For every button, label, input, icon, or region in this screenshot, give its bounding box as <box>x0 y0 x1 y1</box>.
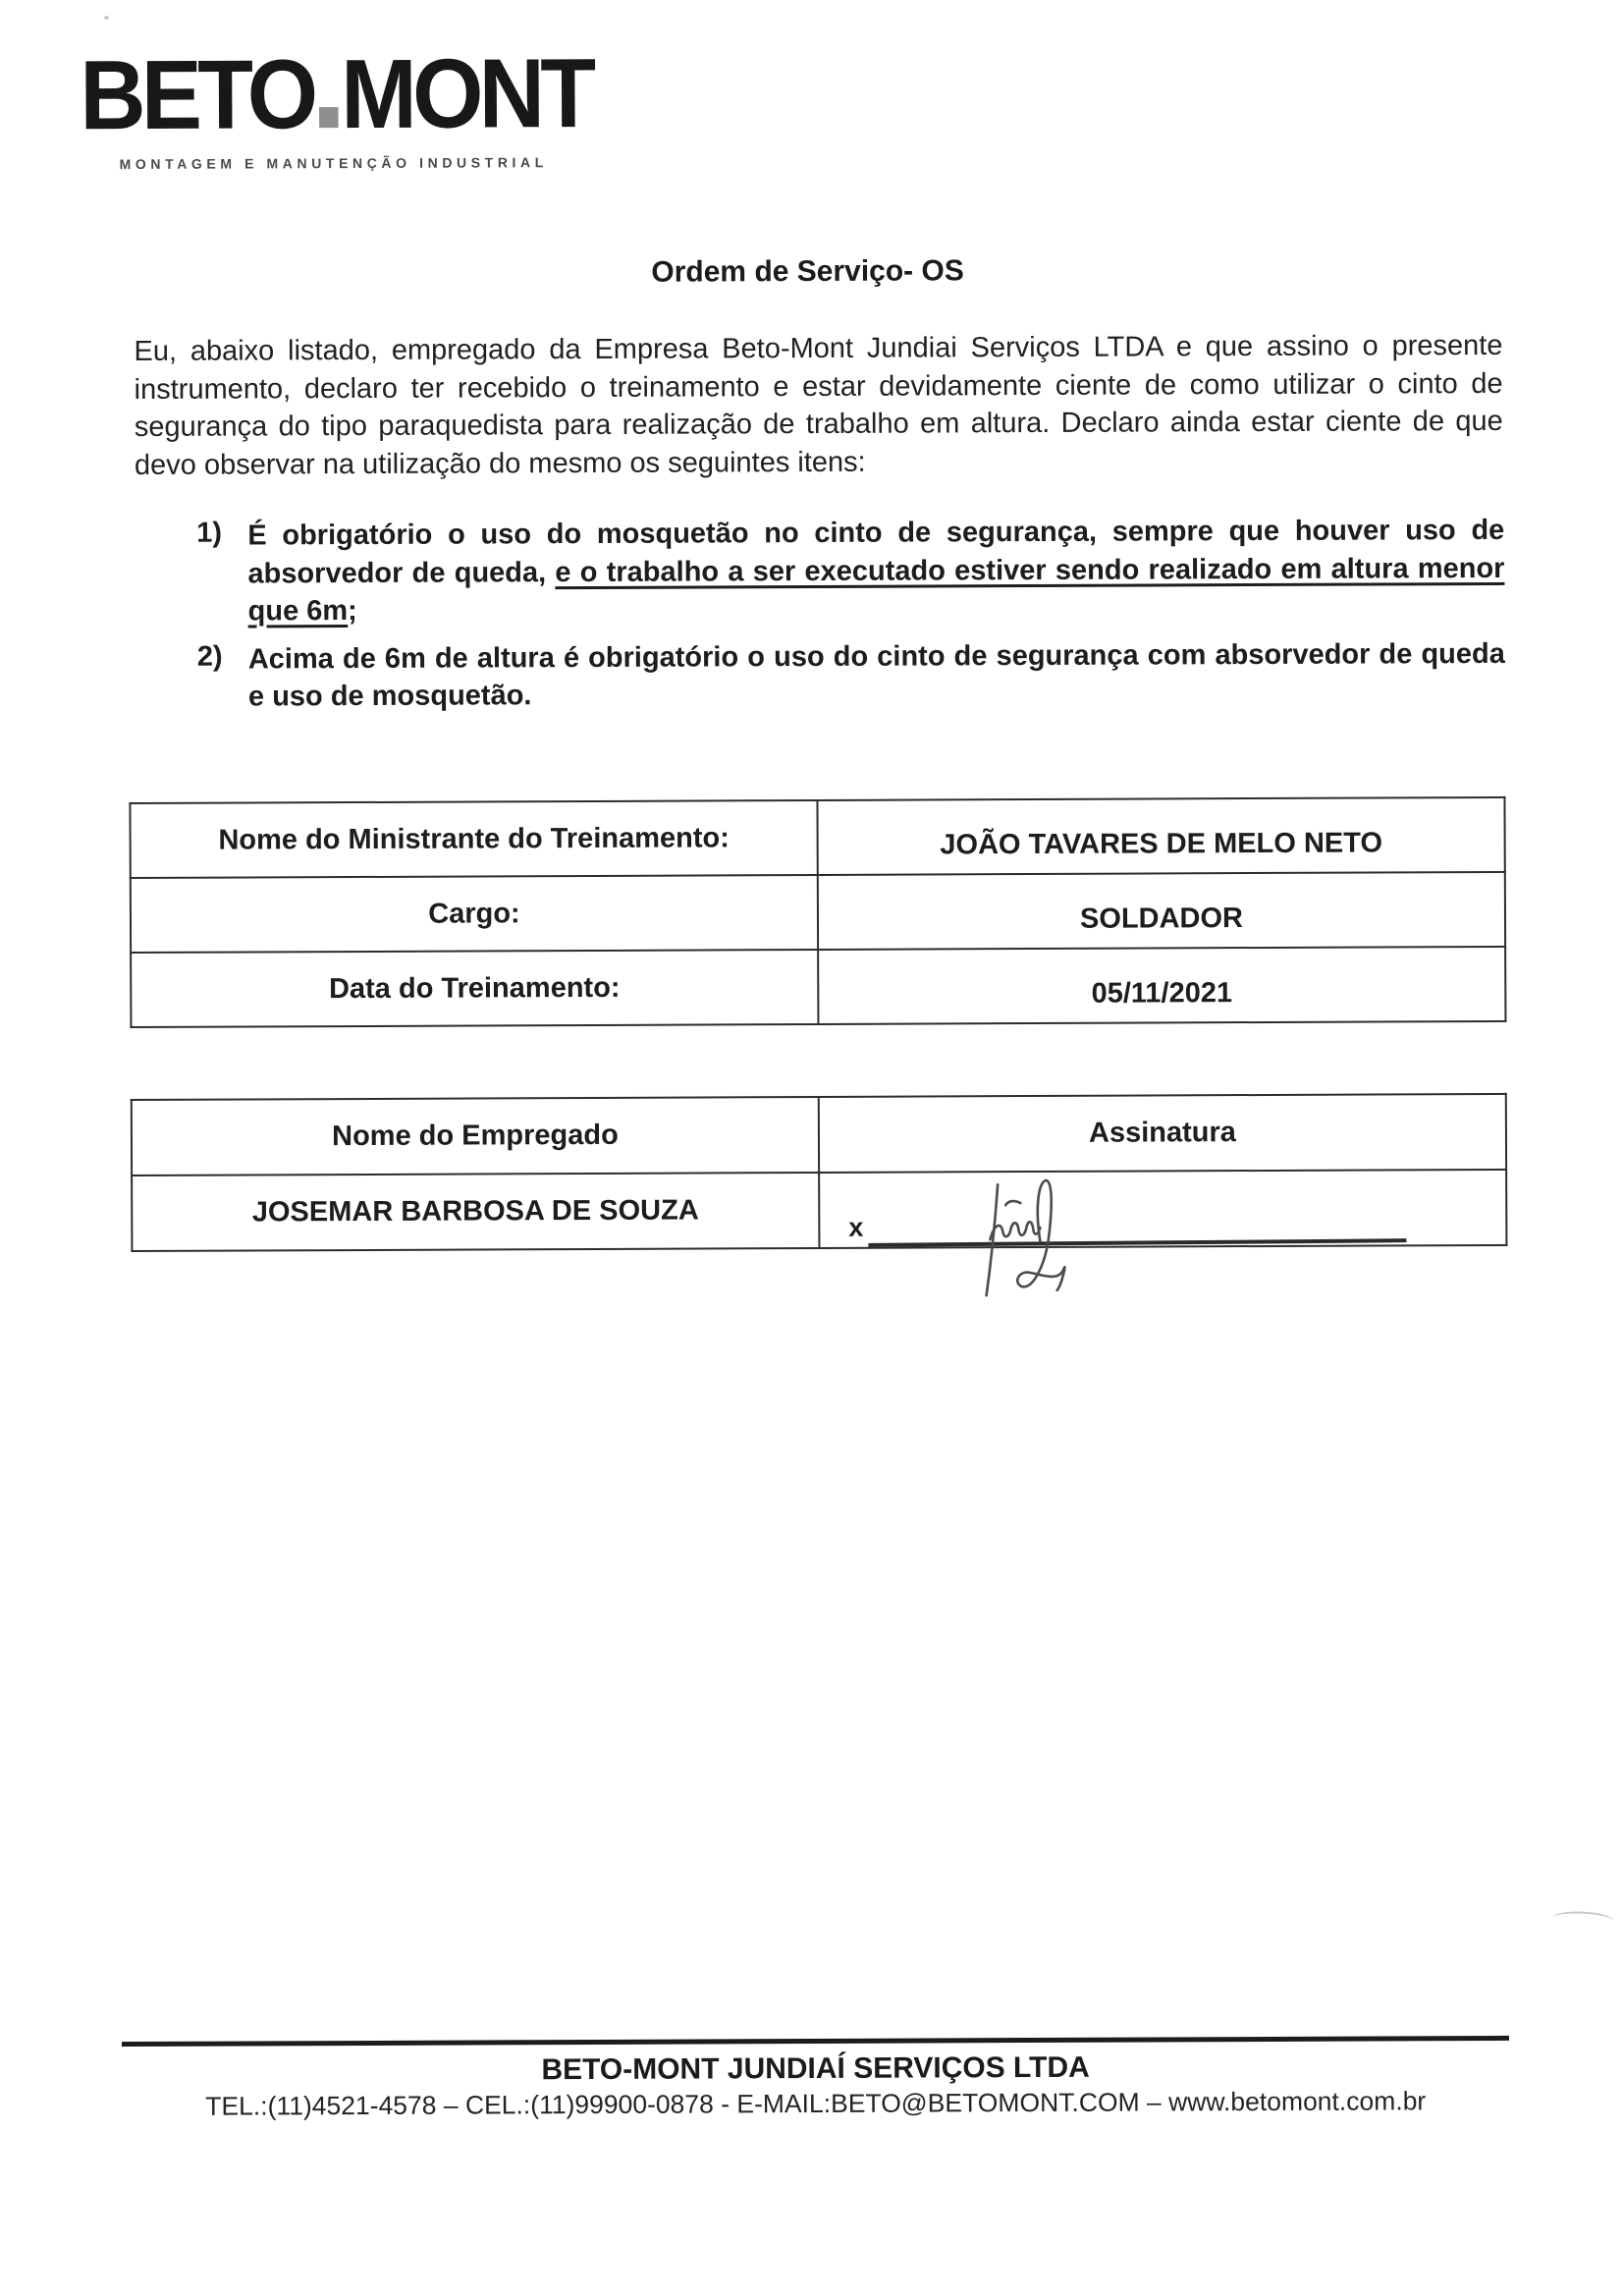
list-item-1-normal: É obrigatório o uso do mosquetão no cinto de segurança, sempre que houver uso de absorvedor de queda, <box>247 514 1505 589</box>
training-date-label: Data do Treinamento: <box>131 950 818 1027</box>
trainer-name-value: JOÃO TAVARES DE MELO NETO <box>817 797 1504 875</box>
list-item-2 <box>197 634 1505 716</box>
employee-name-value: JOSEMAR BARBOSA DE SOUZA <box>132 1173 819 1251</box>
logo-dot-square <box>319 107 339 128</box>
list-item-2-normal: Acima de 6m de altura é obrigatório o uso do cinto de segurança com absorvedor de queda e uso de mosquetão. <box>247 637 1505 713</box>
table-row <box>130 797 1504 878</box>
trainer-name-label: Nome do Ministrante do Treinamento: <box>130 800 817 878</box>
table-row <box>131 947 1505 1027</box>
trainer-table <box>129 796 1506 1028</box>
handwritten-signature <box>962 1171 1091 1314</box>
declaration-paragraph: Eu, abaixo listado, empregado da Empresa Beto-Mont Jundiai Serviços LTDA e que assino o presente instrumento, declaro ter recebido o treinamento e estar devidamente ciente de como utilizar o cinto de segurança do tipo paraquedista para realização de trabalho em altura. Declaro ainda estar ciente de que devo observar na utilização do mesmo os seguintes itens: <box>134 329 1503 481</box>
page-title: Ordem de Serviço- OS <box>651 254 964 289</box>
footer-divider <box>122 2036 1509 2047</box>
table-row <box>132 1094 1506 1175</box>
training-date-value: 05/11/2021 <box>818 947 1505 1024</box>
logo-text-beto: BETO <box>80 39 314 151</box>
trainer-role-value: SOLDADOR <box>818 872 1505 950</box>
table-row <box>131 872 1505 953</box>
footer-company-name: BETO-MONT JUNDIAÍ SERVIÇOS LTDA <box>541 2050 1090 2087</box>
footer-contact-info: TEL.:(11)4521-4578 – CEL.:(11)99900-0878 - E-MAIL:BETO@BETOMONT.COM – www.betomont.com.br <box>205 2086 1427 2121</box>
list-item-1-suffix: ; <box>348 595 357 628</box>
company-logo <box>80 37 630 173</box>
logo-text-mont: MONT <box>341 37 592 150</box>
signature-cell <box>819 1170 1506 1248</box>
list-item-1 <box>196 512 1504 630</box>
employee-table <box>131 1093 1508 1252</box>
list-item-1-number: 1) <box>196 517 223 549</box>
list-item-1-underlined: e o trabalho a ser executado estiver sendo realizado em altura menor que 6m <box>247 552 1505 628</box>
list-item-2-text <box>248 634 1505 716</box>
list-item-2-number: 2) <box>196 640 223 673</box>
scan-artifact-mark <box>1552 1910 1613 1921</box>
signature-header: Assinatura <box>819 1094 1506 1173</box>
list-item-1-text <box>247 512 1504 630</box>
rules-list <box>196 512 1505 726</box>
signature-x-label: x <box>848 1212 864 1242</box>
trainer-role-label: Cargo: <box>131 875 818 953</box>
logo-tagline: MONTAGEM E MANUTENÇÃO INDUSTRIAL <box>119 154 548 173</box>
logo-wordmark <box>80 37 592 151</box>
employee-name-header: Nome do Empregado <box>132 1097 819 1175</box>
